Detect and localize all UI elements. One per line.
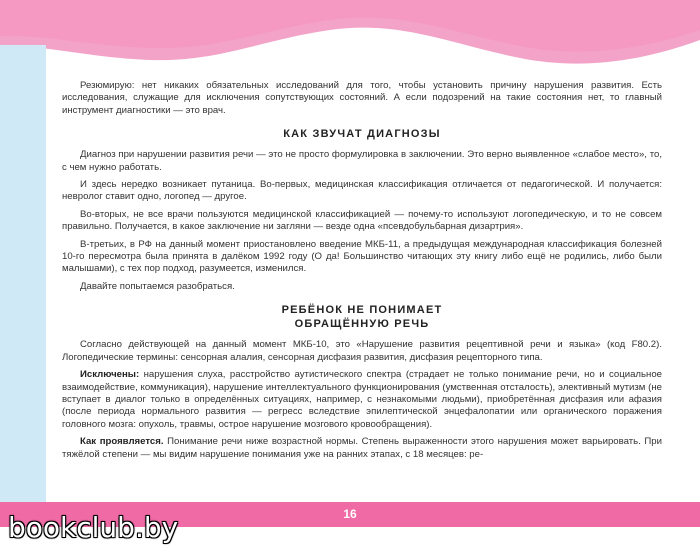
exclusions-lead: Исключены: bbox=[80, 369, 140, 381]
paragraph-summary: Резюмирую: нет никаких обязательных исследований для того, чтобы установить причину нарушения развития. Есть исследования, служащие для исключения сопутствующих состояний. А если подозрений на такие состояния нет, то главный инструмент диагностики — это врач. bbox=[62, 80, 662, 116]
page-number: 16 bbox=[343, 507, 357, 521]
page-text bbox=[62, 80, 662, 466]
paragraph-diagnosis-1: Диагноз при нарушении развития речи — это не просто формулировка в заключении. Это верно выявленное «слабое место», то, с чем нужно работать. bbox=[62, 149, 662, 173]
header-wave-decoration bbox=[0, 0, 700, 80]
section-title-receptive bbox=[62, 303, 662, 331]
paragraph-receptive-1: Согласно действующей на данный момент МКБ-10, это «Нарушение развития рецептивной речи и языка» (код F80.2). Логопедические термины: сенсорная алалия, сенсорная дисфазия развития, дисфазия рецепторного типа. bbox=[62, 339, 662, 363]
paragraph-diagnosis-2: И здесь нередко возникает путаница. Во-первых, медицинская классификация отличается от педагогической. И получается: невролог ставит одно, логопед — другое. bbox=[62, 179, 662, 203]
manifestation-lead: Как проявляется. bbox=[80, 436, 164, 448]
paragraph-diagnosis-4: В-третьих, в РФ на данный момент приостановлено введение МКБ-11, а предыдущая международная классификация болезней 10-го пересмотра была принята в далёком 1992 году (О да! Большинство читающих эту книгу либо ещё не родились, либо были малышами), с тех пор подход, разумеется, изменился. bbox=[62, 238, 662, 275]
section-title-diagnoses: КАК ЗВУЧАТ ДИАГНОЗЫ bbox=[283, 128, 441, 141]
section-title-line-1: РЕБЁНОК НЕ ПОНИМАЕТ bbox=[281, 304, 443, 317]
paragraph-diagnosis-5: Давайте попытаемся разобраться. bbox=[80, 280, 235, 292]
exclusions-text: нарушения слуха, расстройство аутистического спектра (страдает не только понимание речи, но и социальное взаимодействие, коммуникация), нарушение интеллектуального функционирования (умственная отсталость), элективный мутизм (не вступает в диалог только в определённых ситуациях, например, с незнакомыми людьми), приобретённая дисфазия или афазия (после периода нормального развития — регресс вследствие эпилептической энцефалопатии или органического поражения головного мозга: опухоль, травмы, острое нарушение мозгового кровообращения). bbox=[62, 369, 662, 430]
manifestation-text: Понимание речи ниже возрастной нормы. Степень выраженности этого нарушения может варьировать. При тяжёлой степени — мы видим нарушение понимания уже на ранних этапах, с 18 месяцев: ре- bbox=[62, 436, 662, 460]
watermark-logo: bookclub.by bbox=[8, 511, 179, 544]
section-title-line-2: ОБРАЩЁННУЮ РЕЧЬ bbox=[294, 318, 430, 331]
paragraph-exclusions bbox=[62, 369, 662, 431]
paragraph-diagnosis-3: Во-вторых, не все врачи пользуются медицинской классификацией — почему-то используют логопедическую, и то не совсем правильно. Получается, в какое заключение ни загляни — везде одна «псевдобульбарная дизартрия». bbox=[62, 208, 662, 233]
left-decorative-band bbox=[0, 45, 46, 505]
paragraph-manifestation bbox=[62, 436, 662, 461]
